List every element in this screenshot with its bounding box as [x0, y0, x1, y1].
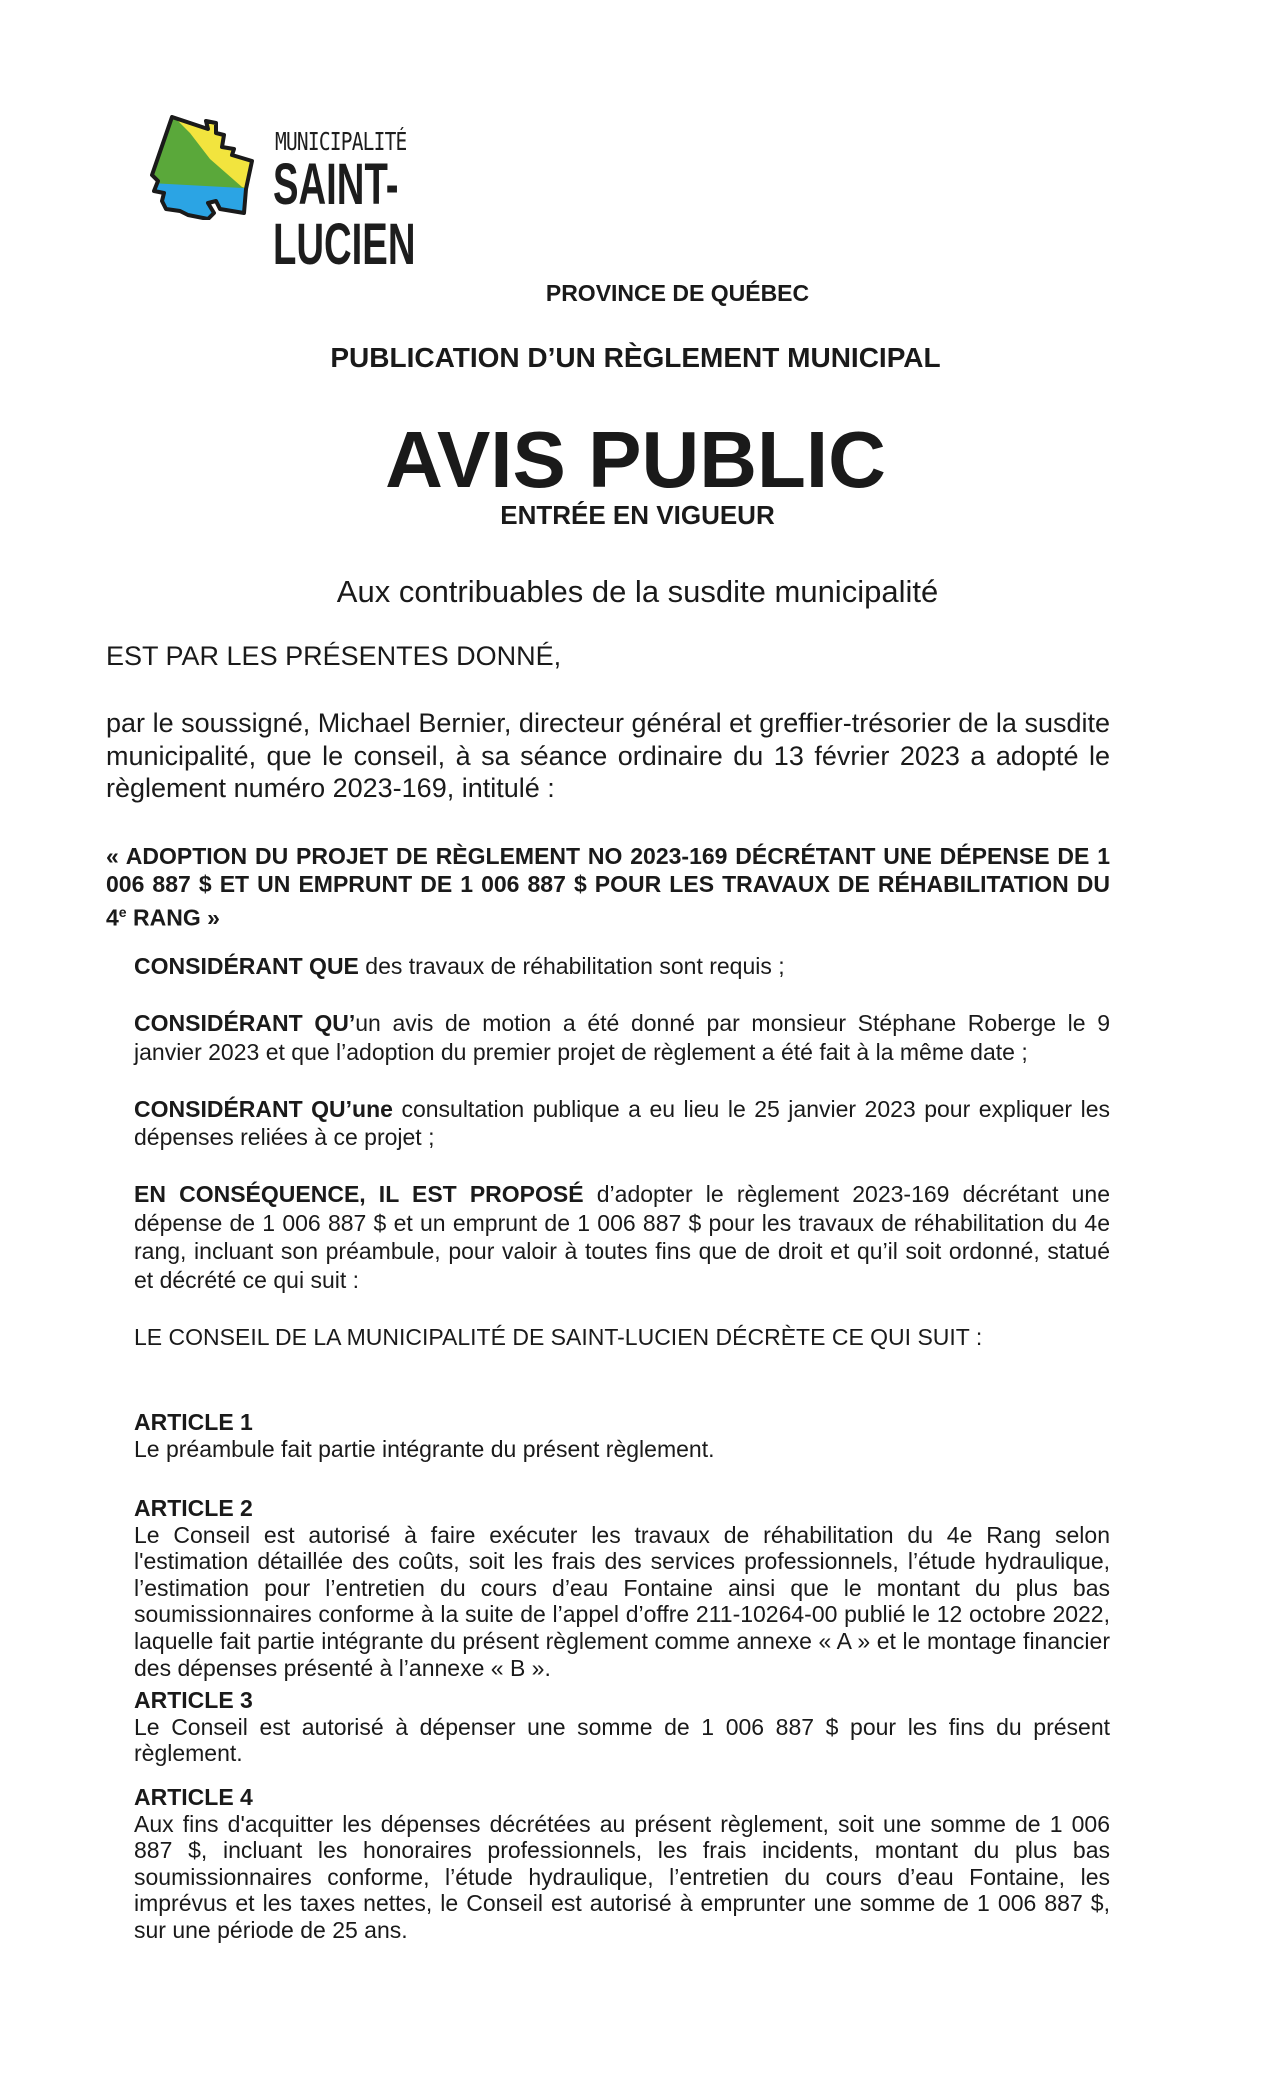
- clause-lead: EN CONSÉQUENCE, IL EST PROPOSÉ: [134, 1181, 584, 1207]
- clause-text: des travaux de réhabilitation sont requis ;: [358, 953, 785, 979]
- article-text: Le Conseil est autorisé à dépenser une somme de 1 006 887 $ pour les fins du présent règlement.: [134, 1713, 1110, 1767]
- clause-text: d’adopter le règlement 2023-169 décrétant une dépense de 1 006 887 $ et un emprunt de 1 006 887 $ pour les travaux de réhabilitation du 4e rang, incluant son préambule, pour valoir à toutes fins que de droit et qu’il soit ordonné, statué et décrété ce qui suit :: [134, 1181, 1110, 1293]
- intro-paragraph: par le soussigné, Michael Bernier, directeur général et greffier-trésorier de la susdite municipalité, que le conseil, à sa séance ordinaire du 13 février 2023 a adopté le règlement numéro 2023-169, intitulé :: [106, 708, 1110, 803]
- whereas-clause: [134, 1009, 1110, 1066]
- bylaw-title-superscript: e: [118, 904, 127, 920]
- clause-lead: CONSIDÉRANT QUE: [134, 953, 359, 979]
- clause-lead: CONSIDÉRANT QU’une: [134, 1095, 393, 1122]
- bylaw-title-part1: « ADOPTION DU PROJET DE RÈGLEMENT NO 2023-169 DÉCRÉTANT UNE DÉPENSE DE 1 006 887 $ ET UN EMPRUNT DE 1 006 887 $ POUR LES TRAVAUX DE RÉHABILITATION DU 4: [106, 843, 1110, 931]
- clause-text: un avis de motion a été donné par monsieur Stéphane Roberge le 9 janvier 2023 et que l’adoption du premier projet de règlement a été fait à la même date ;: [134, 1010, 1111, 1065]
- clause-lead: CONSIDÉRANT QU’: [134, 1010, 356, 1036]
- article-4: [134, 1784, 1110, 1944]
- saint-lucien-puzzle-icon: [150, 115, 262, 220]
- whereas-section: [134, 952, 1110, 1380]
- article-heading: ARTICLE 3: [134, 1687, 253, 1713]
- province-heading: PROVINCE DE QUÉBEC: [545, 280, 810, 306]
- clause-text: consultation publique a eu lieu le 25 janvier 2023 pour expliquer les dépenses reliées à ce projet ;: [134, 1095, 1110, 1150]
- whereas-clause: [134, 1095, 1110, 1152]
- opening-statement: EST PAR LES PRÉSENTES DONNÉ,: [106, 641, 562, 671]
- municipality-logo: [150, 115, 550, 277]
- article-heading: ARTICLE 4: [134, 1784, 253, 1810]
- page-subtitle: ENTRÉE EN VIGUEUR: [500, 500, 775, 530]
- logo-saint-lucien-text: SAINT-LUCIEN: [273, 152, 416, 277]
- article-heading: ARTICLE 2: [134, 1495, 253, 1521]
- article-text: Le préambule fait partie intégrante du présent règlement.: [134, 1435, 715, 1462]
- whereas-clause: [134, 952, 1110, 981]
- article-text: Le Conseil est autorisé à faire exécuter les travaux de réhabilitation du 4e Rang selon l'estimation détaillée des coûts, soit les frais des services professionnels, l’étude hydraulique, l’estimation pour l’entretien du cours d’eau Fontaine ainsi que le montant du plus bas soumissionnaires conforme à la suite de l’appel d’offre 211-10264-00 publié le 12 octobre 2022, laquelle fait partie intégrante du présent règlement comme annexe « A » et le montage financier des dépenses présenté à l’annexe « B ».: [134, 1521, 1110, 1681]
- resolution-clause: [134, 1180, 1110, 1294]
- addressee-line: Aux contribuables de la susdite municipalité: [336, 574, 939, 609]
- article-3: [134, 1687, 1110, 1767]
- logo-municipalite-text: MUNICIPALITÉ: [275, 127, 407, 156]
- bylaw-title-part2: RANG »: [126, 904, 220, 931]
- publication-heading: PUBLICATION D’UN RÈGLEMENT MUNICIPAL: [330, 342, 941, 373]
- bylaw-title: [106, 842, 1110, 932]
- article-1: [134, 1409, 1110, 1462]
- article-heading: ARTICLE 1: [134, 1409, 253, 1435]
- page-title: AVIS PUBLIC: [385, 415, 886, 504]
- article-text: Aux fins d'acquitter les dépenses décrétées au présent règlement, soit une somme de 1 006 887 $, incluant les honoraires professionnels, les frais incidents, montant du plus bas soumissionnaires conforme, l’étude hydraulique, l’entretien du cours d’eau Fontaine, les imprévus et les taxes nettes, le Conseil est autorisé à emprunter une somme de 1 006 887 $, sur une période de 25 ans.: [134, 1810, 1110, 1943]
- article-2: [134, 1495, 1110, 1681]
- decree-statement: LE CONSEIL DE LA MUNICIPALITÉ DE SAINT-LUCIEN DÉCRÈTE CE QUI SUIT :: [134, 1323, 983, 1350]
